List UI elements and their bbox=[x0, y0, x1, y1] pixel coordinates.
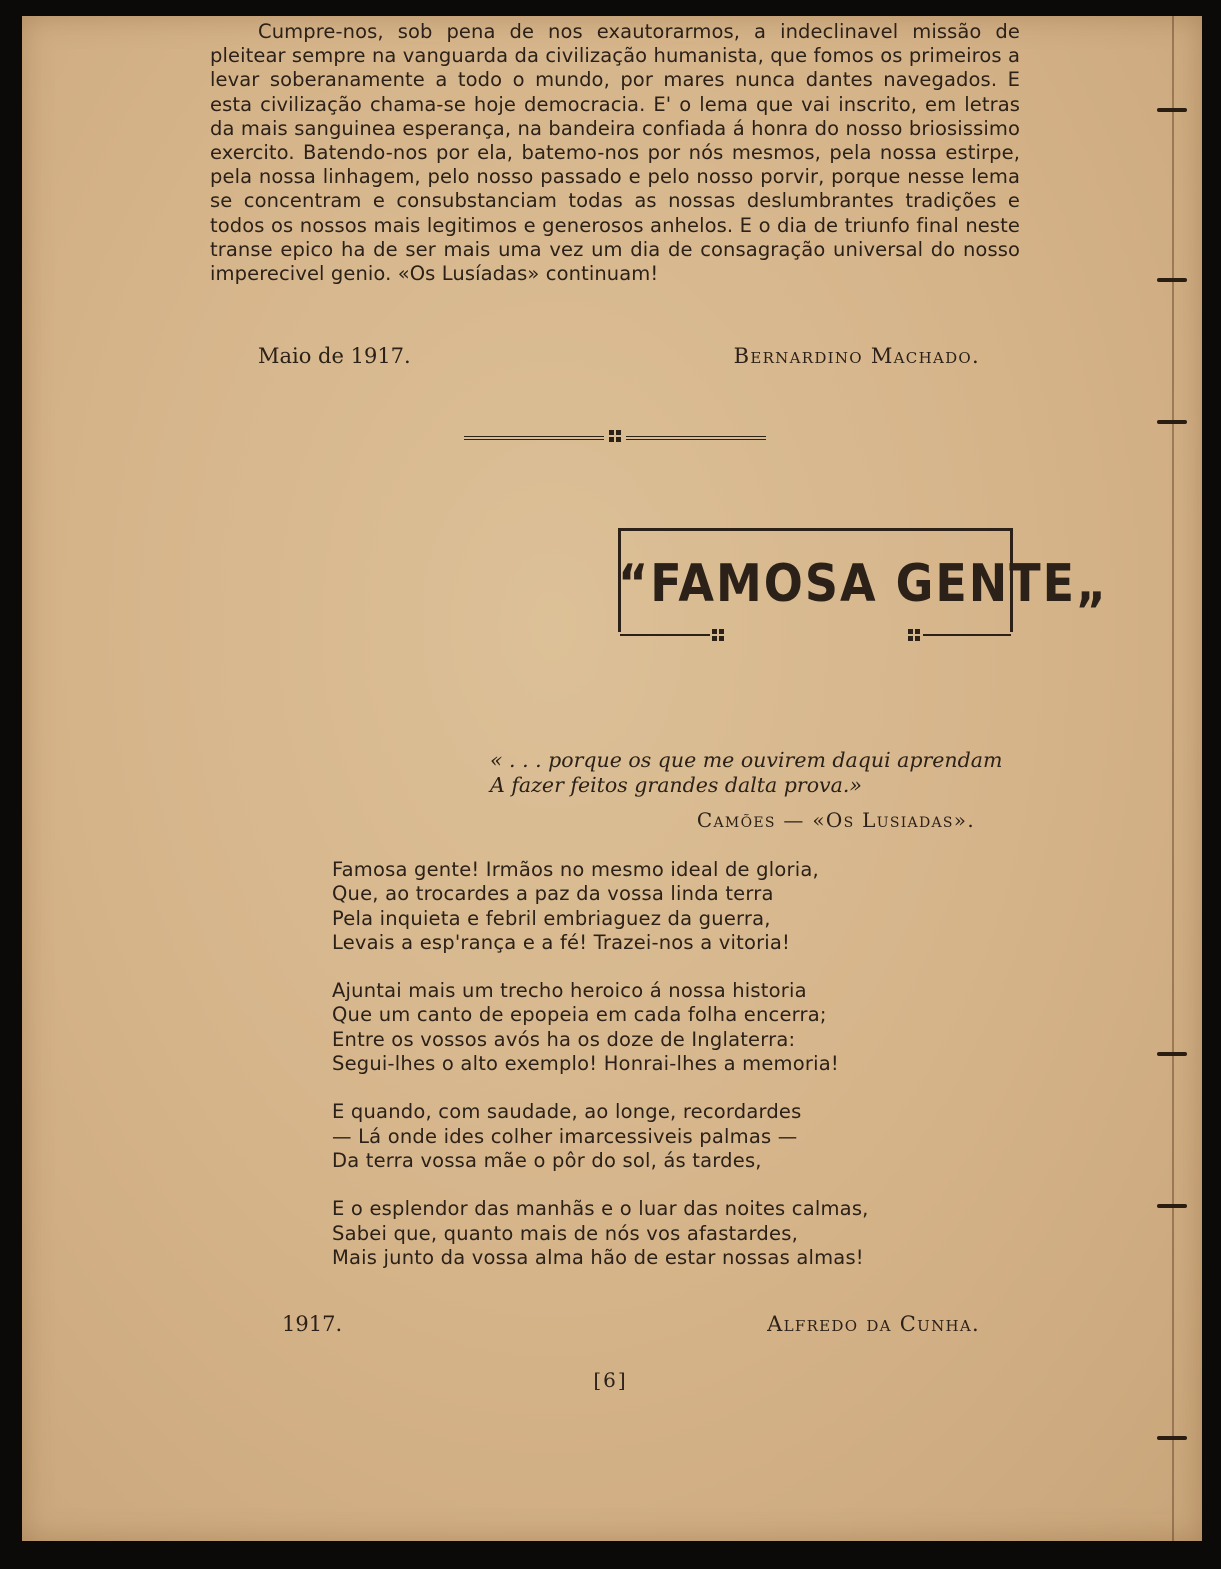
poem-line: Ajuntai mais um trecho heroico á nossa historia bbox=[332, 979, 807, 1003]
letter-author: Bernardino Machado. bbox=[733, 344, 980, 368]
binding-pin bbox=[1157, 1052, 1187, 1056]
poem-line: — Lá onde ides colher imarcessiveis palmas — bbox=[332, 1124, 798, 1148]
letter-date: Maio de 1917. bbox=[258, 344, 411, 368]
divider-line bbox=[626, 436, 766, 440]
binding-pin bbox=[1157, 1204, 1187, 1208]
frame-bottom bbox=[923, 634, 1011, 636]
letter-signature bbox=[210, 344, 980, 368]
binding-pin bbox=[1157, 108, 1187, 112]
poem-line: E quando, com saudade, ao longe, recordardes bbox=[332, 1100, 802, 1124]
poem-line: Sabei que, quanto mais de nós vos afastardes, bbox=[332, 1221, 798, 1245]
epigraph-line: A fazer feitos grandes dalta prova.» bbox=[490, 772, 862, 797]
poem-signature bbox=[210, 1312, 980, 1336]
title-frame bbox=[618, 528, 1109, 638]
poem-line: Mais junto da vossa alma hão de estar nossas almas! bbox=[332, 1245, 864, 1269]
poem bbox=[332, 858, 869, 1294]
page-fold bbox=[1172, 16, 1174, 1541]
poem-stanza bbox=[332, 979, 869, 1076]
epigraph bbox=[490, 748, 1010, 797]
poem-line: Da terra vossa mãe o pôr do sol, ás tardes, bbox=[332, 1148, 762, 1172]
poem-line: Famosa gente! Irmãos no mesmo ideal de gloria, bbox=[332, 858, 819, 881]
poem-stanza bbox=[332, 858, 869, 955]
section-divider bbox=[464, 430, 767, 450]
poem-line: Pela inquieta e febril embriaguez da guerra, bbox=[332, 906, 771, 930]
frame-top bbox=[618, 528, 1013, 531]
binding-pin bbox=[1157, 278, 1187, 282]
poem-line: Que um canto de epopeia em cada folha encerra; bbox=[332, 1003, 827, 1027]
poem-date: 1917. bbox=[282, 1312, 343, 1336]
binding-pin bbox=[1157, 1436, 1187, 1440]
epigraph-attribution: Camões — «Os Lusiadas». bbox=[696, 808, 975, 832]
poem-line: Entre os vossos avós ha os doze de Inglaterra: bbox=[332, 1027, 796, 1051]
frame-ornament-icon bbox=[908, 629, 920, 641]
poem-stanza bbox=[332, 1100, 869, 1173]
page-number: [6] bbox=[593, 1368, 628, 1392]
frame-ornament-icon bbox=[712, 629, 724, 641]
frame-bottom bbox=[620, 634, 710, 636]
poem-line: Que, ao trocardes a paz da vossa linda terra bbox=[332, 882, 774, 906]
binding-pin bbox=[1157, 420, 1187, 424]
poem-stanza bbox=[332, 1197, 869, 1270]
poem-line: Segui-lhes o alto exemplo! Honrai-lhes a memoria! bbox=[332, 1052, 839, 1076]
poem-author: Alfredo da Cunha. bbox=[767, 1312, 980, 1336]
divider-ornament-icon bbox=[609, 430, 621, 442]
epigraph-line: « . . . porque os que me ouvirem daqui aprendam bbox=[490, 748, 1003, 772]
section-title: “FAMOSA GENTE„ bbox=[618, 552, 1109, 614]
poem-line: E o esplendor das manhãs e o luar das noites calmas, bbox=[332, 1197, 869, 1221]
poem-line: Levais a esp'rança e a fé! Trazei-nos a vitoria! bbox=[332, 930, 791, 954]
prose-paragraph: Cumpre-nos, sob pena de nos exautorarmos, a indeclinavel missão de pleitear sempre na vanguarda da civilização humanista, que fomos os primeiros a levar soberanamente a todo o mundo, por mares nunca dantes navegados. E esta civilização chama-se hoje democracia. E' o lema que vai inscrito, em letras da mais sanguinea esperança, na bandeira confiada á honra do nosso briosissimo exercito. Batendo-nos por ela, batemo-nos por nós mesmos, pela nossa estirpe, pela nossa linhagem, pelo nosso passado e pelo nosso porvir, porque nesse lema se concentram e consubstanciam todas as nossas deslumbrantes tradições e todos os nossos mais legitimos e generosos anhelos. E o dia de triunfo final neste transe epico ha de ser mais uma vez um dia de consagração universal do nosso imperecivel genio. «Os Lusíadas» continuam! bbox=[210, 20, 1020, 286]
divider-line bbox=[464, 436, 604, 440]
